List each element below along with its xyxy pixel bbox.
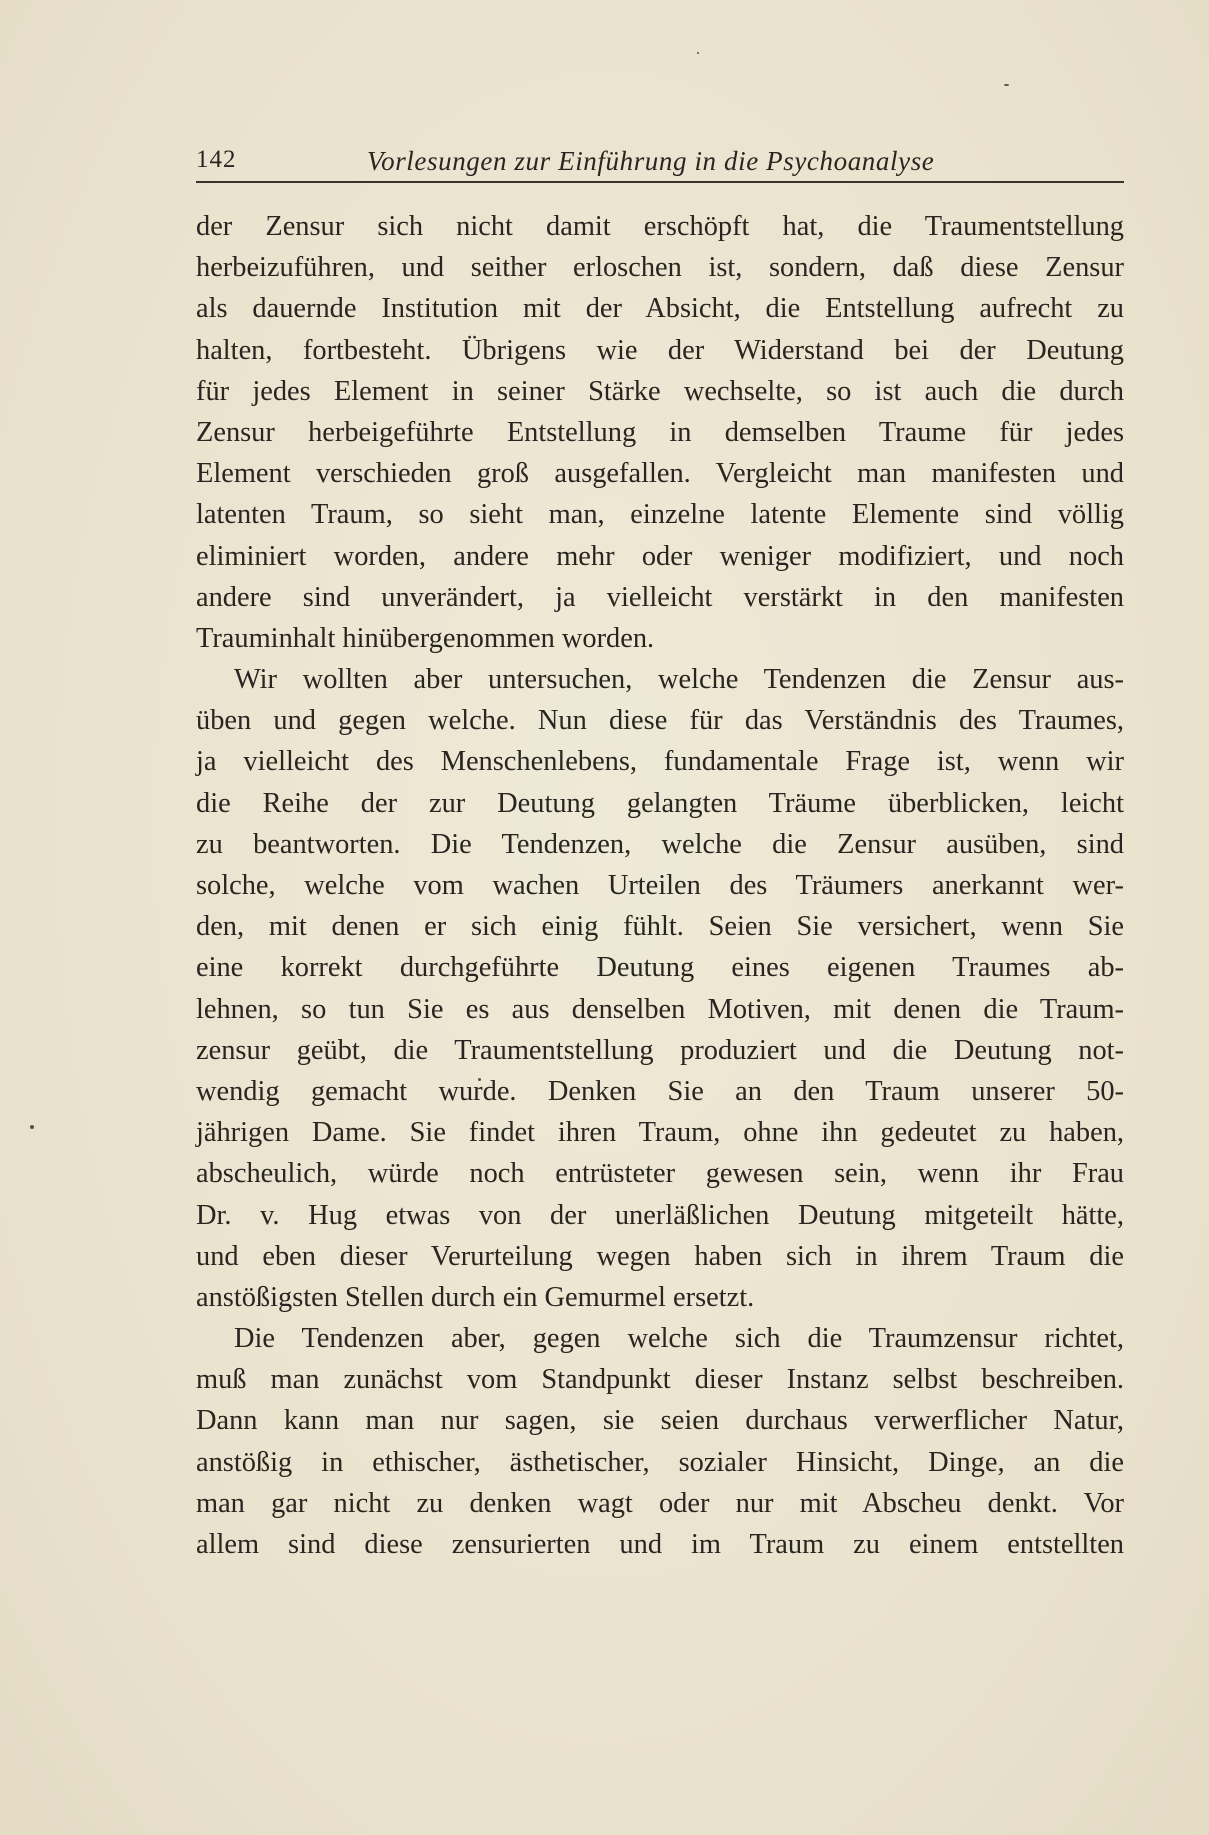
text-line: solche, welche vom wachen Urteilen des Träumers anerkannt wer- xyxy=(196,870,1124,901)
text-line: der Zensur sich nicht damit erschöpft hat, die Traumentstellung xyxy=(196,211,1124,242)
text-line: anstößig in ethischer, ästhetischer, sozialer Hinsicht, Dinge, an die xyxy=(196,1446,1124,1478)
running-header xyxy=(196,146,1124,182)
text-line: anstößigsten Stellen durch ein Gemurmel ersetzt. xyxy=(196,1281,755,1313)
body-text xyxy=(196,206,1124,1565)
text-line: jährigen Dame. Sie findet ihren Traum, ohne ihn gedeutet zu haben, xyxy=(196,1117,1124,1149)
text-line: lehnen, so tun Sie es aus denselben Motiven, mit denen die Traum- xyxy=(196,993,1124,1025)
running-title: Vorlesungen zur Einführung in die Psychoanalyse xyxy=(367,146,935,176)
text-line: herbeizuführen, und seither erloschen ist, sondern, daß diese Zensur xyxy=(196,252,1124,284)
text-line: man gar nicht zu denken wagt oder nur mit Abscheu denkt. Vor xyxy=(196,1487,1124,1519)
text-line: Wir wollten aber untersuchen, welche Tendenzen die Zensur aus- xyxy=(234,664,1124,696)
header-rule xyxy=(196,181,1124,183)
text-line: latenten Traum, so sieht man, einzelne latente Elemente sind völlig xyxy=(196,499,1124,531)
text-line: andere sind unverändert, ja vielleicht verstärkt in den manifesten xyxy=(196,581,1124,613)
text-line: für jedes Element in seiner Stärke wechselte, so ist auch die durch xyxy=(196,375,1124,407)
text-line: den, mit denen er sich einig fühlt. Seien Sie versichert, wenn Sie xyxy=(196,911,1124,943)
text-line: Die Tendenzen aber, gegen welche sich die Traumzensur richtet, xyxy=(234,1323,1124,1355)
page-number: 142 xyxy=(196,146,237,173)
text-line: ja vielleicht des Menschenlebens, fundamentale Frage ist, wenn wir xyxy=(196,746,1124,778)
text-line: eliminiert worden, andere mehr oder weniger modifiziert, und noch xyxy=(196,540,1124,572)
text-line: abscheulich, würde noch entrüsteter gewesen sein, wenn ihr Frau xyxy=(196,1158,1124,1190)
text-line: Dann kann man nur sagen, sie seien durchaus verwerflicher Natur, xyxy=(196,1405,1124,1437)
text-line: Zensur herbeigeführte Entstellung in demselben Traume für jedes xyxy=(196,416,1124,448)
text-line: Element verschieden groß ausgefallen. Vergleicht man manifesten und xyxy=(196,458,1124,490)
text-line: allem sind diese zensurierten und im Traum zu einem entstellten xyxy=(196,1529,1124,1560)
text-line: muß man zunächst vom Standpunkt dieser Instanz selbst beschreiben. xyxy=(196,1364,1124,1396)
text-line: zu beantworten. Die Tendenzen, welche die Zensur ausüben, sind xyxy=(196,828,1124,860)
text-line: und eben dieser Verurteilung wegen haben sich in ihrem Traum die xyxy=(196,1240,1124,1272)
text-line: halten, fortbesteht. Übrigens wie der Widerstand bei der Deutung xyxy=(196,334,1124,366)
text-line: als dauernde Institution mit der Absicht, die Entstellung aufrecht zu xyxy=(196,293,1124,325)
text-line: zensur geübt, die Traumentstellung produziert und die Deutung not- xyxy=(196,1034,1124,1066)
text-line: Dr. v. Hug etwas von der unerläßlichen Deutung mitgeteilt hätte, xyxy=(196,1199,1124,1231)
text-line: eine korrekt durchgeführte Deutung eines eigenen Traumes ab- xyxy=(196,952,1124,984)
text-line: üben und gegen welche. Nun diese für das Verständnis des Traumes, xyxy=(196,705,1124,737)
text-line: Trauminhalt hinübergenommen worden. xyxy=(196,622,655,654)
text-line: wendig gemacht wurde. Denken Sie an den Traum unserer 50- xyxy=(196,1075,1124,1107)
text-line: die Reihe der zur Deutung gelangten Träume überblicken, leicht xyxy=(196,787,1124,819)
